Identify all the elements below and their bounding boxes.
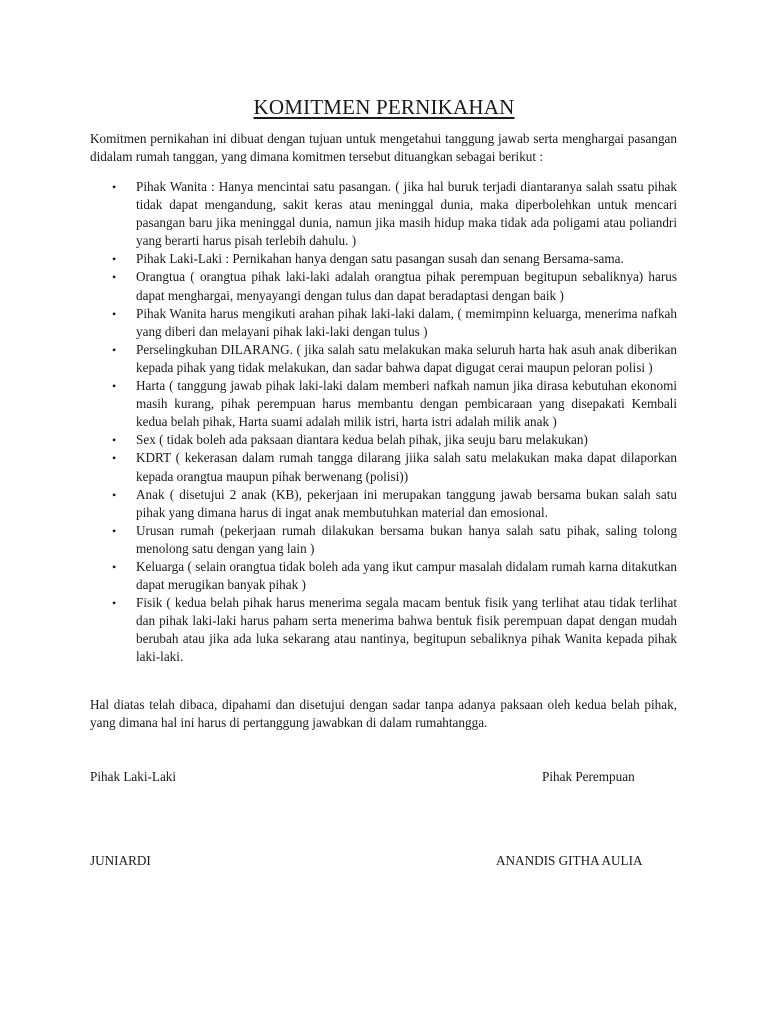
list-item	[90, 431, 677, 449]
list-item-text: Orangtua ( orangtua pihak laki-laki adalah orangtua pihak perempuan begitupun sebaliknya) harus dapat menghargai, menyayangi dengan tulus dan dapat beradaptasi dengan baik )	[136, 269, 677, 303]
list-item	[90, 178, 677, 250]
bullet-icon: •	[112, 270, 117, 285]
closing-paragraph: Hal diatas telah dibaca, dipahami dan disetujui dengan sadar tanpa adanya paksaan oleh kedua belah pihak, yang dimana hal ini harus di pertanggung jawabkan di dalam rumahtangga.	[90, 697, 677, 730]
list-item-text: Perselingkuhan DILARANG. ( jika salah satu melakukan maka seluruh harta hak asuh anak diberikan kepada pihak yang tidak melakukan, dan sadar bahwa dapat digugat cerai maupun peloran polisi )	[136, 341, 677, 375]
list-item	[90, 305, 677, 341]
list-item	[90, 558, 677, 594]
bride-name: ANANDIS GITHA AULIA	[496, 853, 643, 868]
list-item-text: Pihak Wanita harus mengikuti arahan pihak laki-laki dalam, ( memimpinn keluarga, menerima nafkah yang diberi dan melayani pihak laki-laki dengan tulus )	[136, 305, 677, 339]
list-item	[90, 341, 677, 377]
groom-name: JUNIARDI	[90, 853, 151, 868]
list-item-text: Harta ( tanggung jawab pihak laki-laki dalam memberi nafkah namun jika dirasa kebutuhan ekonomi masih kurang, pihak perempuan harus membantu dengan pembicaraan yang disepakati Kembali kedua belah pihak, Harta suami adalah milik istri, harta istri adalah milik anak )	[136, 378, 677, 430]
list-item-text: KDRT ( kekerasan dalam rumah tangga dilarang jiika salah satu melakukan maka dapat dilaporkan kepada orangtua maupun pihak berwenang (polisi))	[136, 450, 677, 484]
bullet-icon: •	[112, 487, 117, 502]
list-item	[90, 377, 677, 431]
bullet-icon: •	[112, 180, 117, 194]
document-title: KOMITMEN PERNIKAHAN	[253, 95, 515, 119]
list-item-text: Keluarga ( selain orangtua tidak boleh ada yang ikut campur masalah didalam rumah karna ditakutkan dapat merugikan banyak pihak )	[136, 558, 677, 593]
commitment-list	[90, 178, 677, 667]
list-item-text: Fisik ( kedua belah pihak harus menerima segala macam bentuk fisik yang terlihat atau tidak terlihat dan pihak laki-laki harus paham serta menerima bahwa bentuk fisik perempuan dapat dengan mudah berubah atau jika ada luka sekarang atau nantinya, begitupun sebaliknya pihak Wanita kepada pihak laki-laki.	[136, 595, 677, 665]
list-item	[90, 268, 677, 304]
bullet-icon: •	[112, 342, 117, 357]
intro-paragraph: Komitmen pernikahan ini dibuat dengan tujuan untuk mengetahui tanggung jawab serta menghargai pasangan didalam rumah tanggan, yang dimana komitmen tersebut dituangkan sebagai berikut :	[90, 131, 677, 164]
list-item	[90, 594, 677, 666]
bullet-icon: •	[112, 252, 117, 267]
list-item-text: Anak ( disetujui 2 anak (KB), pekerjaan ini merupakan tanggung jawab bersama bukan salah satu pihak yang dimana harus di ingat anak membutuhkan material dan emosional.	[136, 486, 677, 520]
list-item	[90, 522, 677, 558]
bullet-icon: •	[112, 306, 117, 321]
bullet-icon: •	[112, 451, 117, 466]
list-item-text: Urusan rumah (pekerjaan rumah dilakukan bersama bukan hanya salah satu pihak, saling tolong menolong satu dengan yang lain )	[136, 522, 677, 556]
bullet-icon: •	[112, 379, 117, 394]
list-item	[90, 250, 677, 268]
bride-label: Pihak Perempuan	[542, 769, 635, 784]
list-item	[90, 486, 677, 522]
bullet-icon: •	[112, 523, 117, 538]
bullet-icon: •	[112, 433, 117, 448]
bullet-icon: •	[112, 596, 117, 611]
bullet-icon: •	[112, 559, 117, 574]
groom-label: Pihak Laki-Laki	[90, 769, 177, 784]
list-item	[90, 449, 677, 485]
list-item-text: Sex ( tidak boleh ada paksaan diantara kedua belah pihak, jika seuju baru melakukan)	[136, 432, 588, 448]
list-item-text: Pihak Laki-Laki : Pernikahan hanya dengan satu pasangan susah dan senang Bersama-sama.	[136, 251, 624, 267]
list-item-text: Pihak Wanita : Hanya mencintai satu pasangan. ( jika hal buruk terjadi diantaranya salah ssatu pihak tidak dapat mengandung, sakit keras atau meninggal dunia, maka diperbolehkan untuk mencari pasangan baru jika meninggal dunia, namun jika masih hidup maka tidak ada poligami atau poliandri yang berarti harus pisah terlebih dahulu. )	[136, 179, 677, 249]
